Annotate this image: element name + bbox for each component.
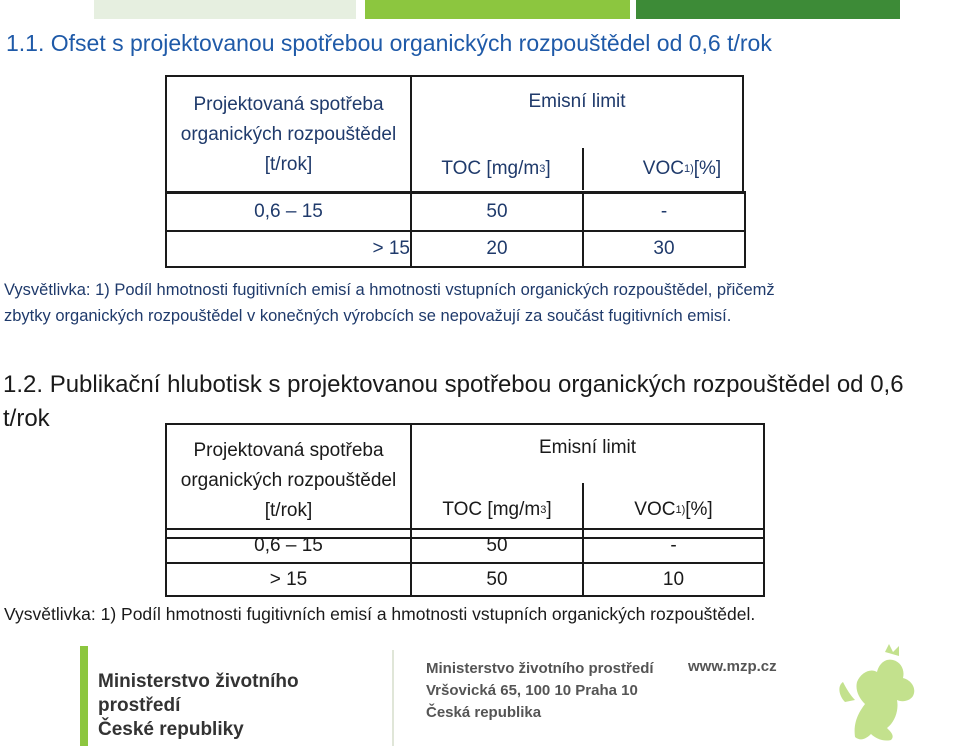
top-bar-light-green <box>365 0 630 19</box>
toc-header-text: TOC [mg/m <box>441 158 540 179</box>
cell-range: 0,6 – 15 <box>166 192 411 231</box>
top-bar-pale <box>94 0 356 19</box>
address-line3: Česká republika <box>426 704 542 721</box>
table-row <box>166 529 764 563</box>
table-row <box>166 563 764 596</box>
toc-header-text: TOC [mg/m <box>442 499 541 520</box>
cell-voc: - <box>583 529 764 563</box>
toc-header-sup: 3 <box>540 504 547 516</box>
col-header-line2: organických rozpouštědel <box>180 470 397 491</box>
section1-title: 1.1. Ofset s projektovanou spotřebou organických rozpouštědel od 0,6 t/rok <box>6 30 772 56</box>
section1-table-rows <box>165 191 746 268</box>
voc-header-text: VOC <box>642 158 684 179</box>
toc-header-close: ] <box>545 158 551 179</box>
cell-range: > 15 <box>166 231 411 267</box>
section2-note: Vysvětlivka: 1) Podíl hmotnosti fugitivních emisí a hmotnosti vstupních organických rozpouštědel. <box>4 604 756 624</box>
footer <box>80 640 960 754</box>
section2-table-rows <box>165 528 765 597</box>
voc-header-text: VOC <box>634 499 676 520</box>
section2-table-header <box>165 423 765 539</box>
voc-header-sup: 1) <box>683 163 694 175</box>
col-header-line3: [t/rok] <box>264 500 313 521</box>
address-line2: Vršovická 65, 100 10 Praha 10 <box>426 682 638 699</box>
table-row <box>166 192 745 231</box>
toc-header <box>410 148 584 190</box>
logo-stripe <box>80 646 88 746</box>
cell-voc: 30 <box>583 231 745 267</box>
toc-header-close: ] <box>546 499 552 520</box>
ministry-address <box>426 658 654 724</box>
ministry-line2: České republiky <box>98 719 244 740</box>
ministry-name <box>98 670 380 742</box>
cell-range: > 15 <box>166 563 411 596</box>
cell-toc: 50 <box>411 563 583 596</box>
col-header-consumption <box>166 76 411 193</box>
col-header-line1: Projektovaná spotřeba <box>193 440 384 461</box>
section1-note <box>4 277 775 329</box>
cell-toc: 50 <box>411 529 583 563</box>
section2-title: 1.2. Publikační hlubotisk s projektovanou spotřebou organických rozpouštědel od 0,6 t/rok <box>3 371 904 432</box>
group-header-label: Emisní limit <box>528 91 626 112</box>
toc-header-sup: 3 <box>539 163 546 175</box>
top-bar-dark-green <box>636 0 900 19</box>
col-header-line2: organických rozpouštědel <box>180 123 397 145</box>
cell-toc: 50 <box>411 192 583 231</box>
cell-toc: 20 <box>411 231 583 267</box>
address-line1: Ministerstvo životního prostředí <box>426 660 654 677</box>
col-header-consumption <box>167 425 412 537</box>
col-header-line1: Projektovaná spotřeba <box>193 93 384 115</box>
group-header-label: Emisní limit <box>538 437 637 458</box>
cell-range: 0,6 – 15 <box>166 529 411 563</box>
czech-lion-icon <box>825 642 935 752</box>
section1-note-line2: zbytky organických rozpouštědel v konečných výrobcích se nepovažují za součást fugitivních emisí. <box>4 307 732 325</box>
col-header-line3: [t/rok] <box>264 153 313 175</box>
voc-header-unit: [%] <box>685 499 713 520</box>
cell-voc: - <box>583 192 745 231</box>
website-link[interactable]: www.mzp.cz <box>688 658 777 675</box>
table-row <box>166 231 745 267</box>
voc-header-sup: 1) <box>675 504 686 516</box>
top-color-bars <box>0 0 960 19</box>
section1-note-line1: Vysvětlivka: 1) Podíl hmotnosti fugitivních emisí a hmotnosti vstupních organických rozpouštědel, přičemž <box>4 281 775 299</box>
cell-voc: 10 <box>583 563 764 596</box>
voc-header <box>600 148 764 190</box>
ministry-logo <box>80 640 380 754</box>
footer-divider <box>392 650 394 746</box>
voc-header-unit: [%] <box>693 158 722 179</box>
ministry-line1: Ministerstvo životního prostředí <box>98 671 299 716</box>
